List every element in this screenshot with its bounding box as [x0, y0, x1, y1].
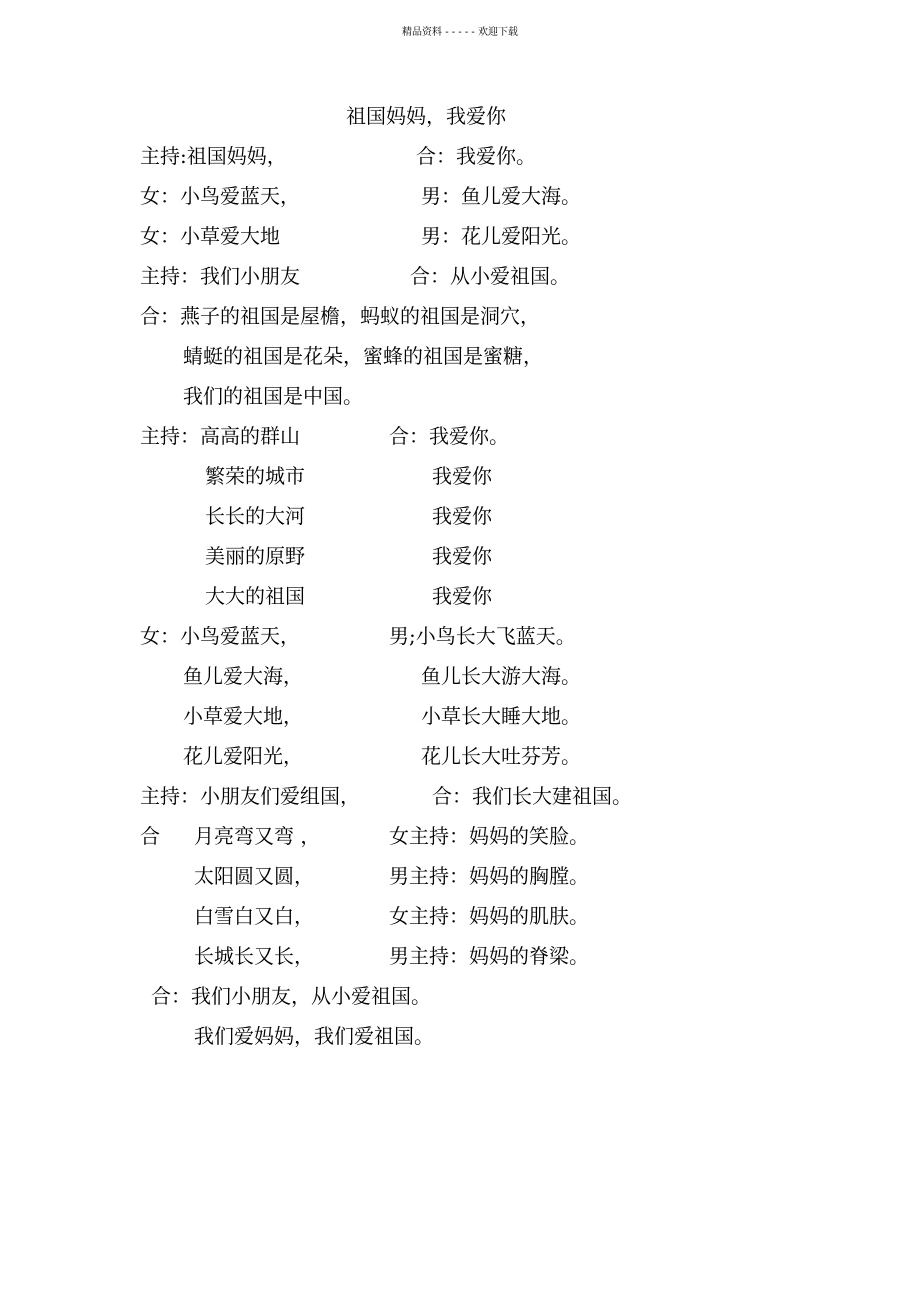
line-left: 女：小鸟爱蓝天， — [140, 184, 300, 208]
line-right: 小草长大睡大地。 — [421, 704, 581, 728]
line-left: 美丽的原野 — [205, 544, 305, 568]
line-left: 太阳圆又圆， — [194, 864, 314, 888]
line-left: 长城长又长， — [194, 944, 314, 968]
line-left: 长长的大河 — [205, 504, 305, 528]
script-line — [0, 143, 920, 169]
script-line — [0, 743, 920, 769]
script-line — [0, 223, 920, 249]
line-left: 繁荣的城市 — [205, 464, 305, 488]
line-left: 鱼儿爱大海， — [183, 664, 303, 688]
line-right: 男;小鸟长大飞蓝天。 — [389, 624, 576, 648]
line-left: 蜻蜓的祖国是花朵，蜜蜂的祖国是蜜糖， — [183, 344, 543, 368]
line-left: 女：小鸟爱蓝天， — [140, 624, 300, 648]
line-left: 合：燕子的祖国是屋檐，蚂蚁的祖国是洞穴， — [140, 304, 540, 328]
script-line — [0, 943, 920, 969]
line-left: 我们的祖国是中国。 — [183, 384, 363, 408]
script-line — [0, 463, 920, 489]
line-mid: 月亮弯又弯 ， — [194, 824, 321, 848]
line-right: 男主持：妈妈的脊梁。 — [389, 944, 589, 968]
line-left: 主持：我们小朋友 — [140, 264, 300, 288]
line-right: 鱼儿长大游大海。 — [421, 664, 581, 688]
line-right: 我爱你 — [432, 464, 492, 488]
line-right: 合：从小爱祖国。 — [410, 264, 570, 288]
script-line — [0, 823, 920, 849]
script-line — [0, 983, 920, 1009]
script-line — [0, 383, 920, 409]
script-line — [0, 1023, 920, 1049]
script-line — [0, 343, 920, 369]
line-right: 我爱你 — [432, 584, 492, 608]
script-line — [0, 543, 920, 569]
script-line — [0, 583, 920, 609]
line-right: 我爱你 — [432, 504, 492, 528]
script-line — [0, 423, 920, 449]
line-right: 我爱你 — [432, 544, 492, 568]
line-left: 白雪白又白， — [194, 904, 314, 928]
script-line — [0, 303, 920, 329]
line-left: 主持：高高的群山 — [140, 424, 300, 448]
document-title: 祖国妈妈，我爱你 — [346, 104, 506, 128]
line-right: 男：鱼儿爱大海。 — [421, 184, 581, 208]
script-line — [0, 783, 920, 809]
line-right: 合：我们长大建祖国。 — [432, 784, 632, 808]
line-left: 女：小草爱大地 — [140, 224, 280, 248]
page-header: 精品资料 - - - - - 欢迎下载 — [402, 27, 518, 38]
line-left: 小草爱大地， — [183, 704, 303, 728]
script-line — [0, 503, 920, 529]
script-line — [0, 663, 920, 689]
script-line — [0, 903, 920, 929]
script-line — [0, 703, 920, 729]
line-right: 合：我爱你。 — [416, 144, 536, 168]
line-left: 大大的祖国 — [205, 584, 305, 608]
line-left: 主持:祖国妈妈， — [140, 144, 287, 168]
script-line — [0, 183, 920, 209]
line-right: 男主持：妈妈的胸膛。 — [389, 864, 589, 888]
line-right: 女主持：妈妈的肌肤。 — [389, 904, 589, 928]
line-right: 男：花儿爱阳光。 — [421, 224, 581, 248]
line-right: 合：我爱你。 — [389, 424, 509, 448]
line-right: 花儿长大吐芬芳。 — [421, 744, 581, 768]
line-left: 花儿爱阳光， — [183, 744, 303, 768]
script-line — [0, 263, 920, 289]
script-line — [0, 623, 920, 649]
line-left: 我们爱妈妈，我们爱祖国。 — [194, 1024, 434, 1048]
line-left: 主持：小朋友们爱组国， — [140, 784, 360, 808]
line-left: 合：我们小朋友，从小爱祖国。 — [151, 984, 431, 1008]
line-right: 女主持：妈妈的笑脸。 — [389, 824, 589, 848]
script-line — [0, 863, 920, 889]
line-left: 合 — [140, 824, 160, 848]
